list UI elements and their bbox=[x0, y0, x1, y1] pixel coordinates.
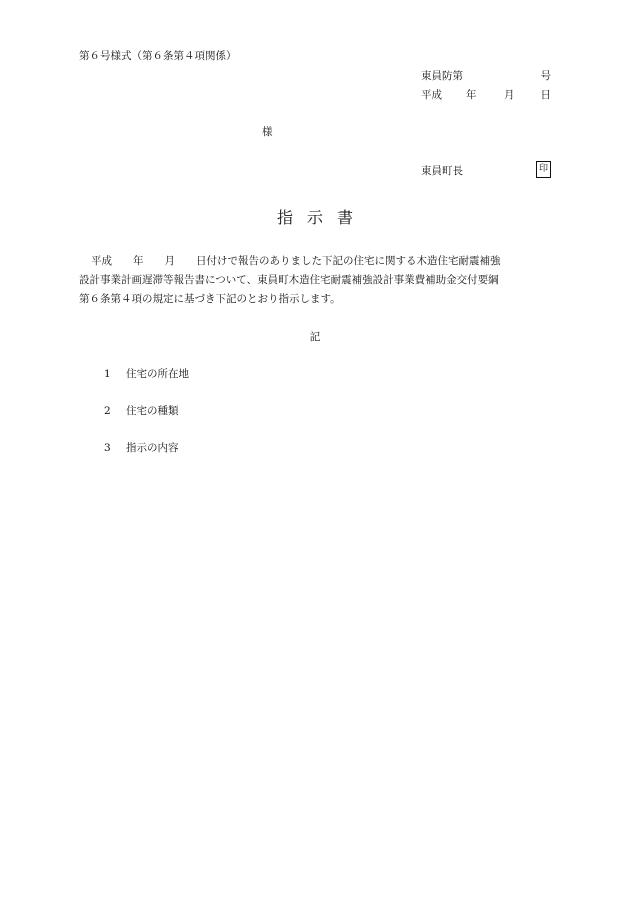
document-title: 指示書 bbox=[276, 208, 367, 227]
date-day: 日 bbox=[540, 89, 551, 101]
item-label: 指示の内容 bbox=[126, 442, 179, 454]
body-line: 平成 年 月 日付けで報告のありました下記の住宅に関する木造住宅耐震補強 bbox=[91, 255, 501, 267]
body-text bbox=[79, 252, 553, 309]
item-label: 住宅の所在地 bbox=[126, 368, 189, 380]
item-number: 2 bbox=[104, 405, 111, 417]
addressee-suffix: 様 bbox=[262, 126, 273, 138]
issue-number-row bbox=[421, 68, 551, 82]
issuer-name: 東員町長 bbox=[421, 165, 463, 177]
ki-heading: 記 bbox=[309, 331, 321, 343]
body-line: 設計事業計画遅滞等報告書について、東員町木造住宅耐震補強設計事業費補助金交付要綱 bbox=[79, 274, 499, 286]
list-item bbox=[104, 403, 179, 418]
item-label: 住宅の種類 bbox=[126, 405, 179, 417]
list-item bbox=[104, 366, 189, 381]
issue-date-row bbox=[421, 87, 551, 101]
list-item bbox=[104, 440, 179, 455]
item-number: 3 bbox=[104, 442, 111, 454]
seal-mark: 印 bbox=[536, 161, 551, 178]
form-number: 第６号様式（第６条第４項関係） bbox=[79, 50, 237, 62]
body-line: 第６条第４項の規定に基づき下記のとおり指示します。 bbox=[79, 293, 341, 305]
date-month: 月 bbox=[504, 89, 515, 101]
issue-prefix: 東員防第 bbox=[421, 70, 463, 82]
issuer-row bbox=[421, 161, 551, 179]
date-year: 年 bbox=[466, 89, 477, 101]
issue-suffix: 号 bbox=[540, 70, 551, 82]
item-number: 1 bbox=[104, 368, 111, 380]
date-era: 平成 bbox=[421, 89, 442, 101]
